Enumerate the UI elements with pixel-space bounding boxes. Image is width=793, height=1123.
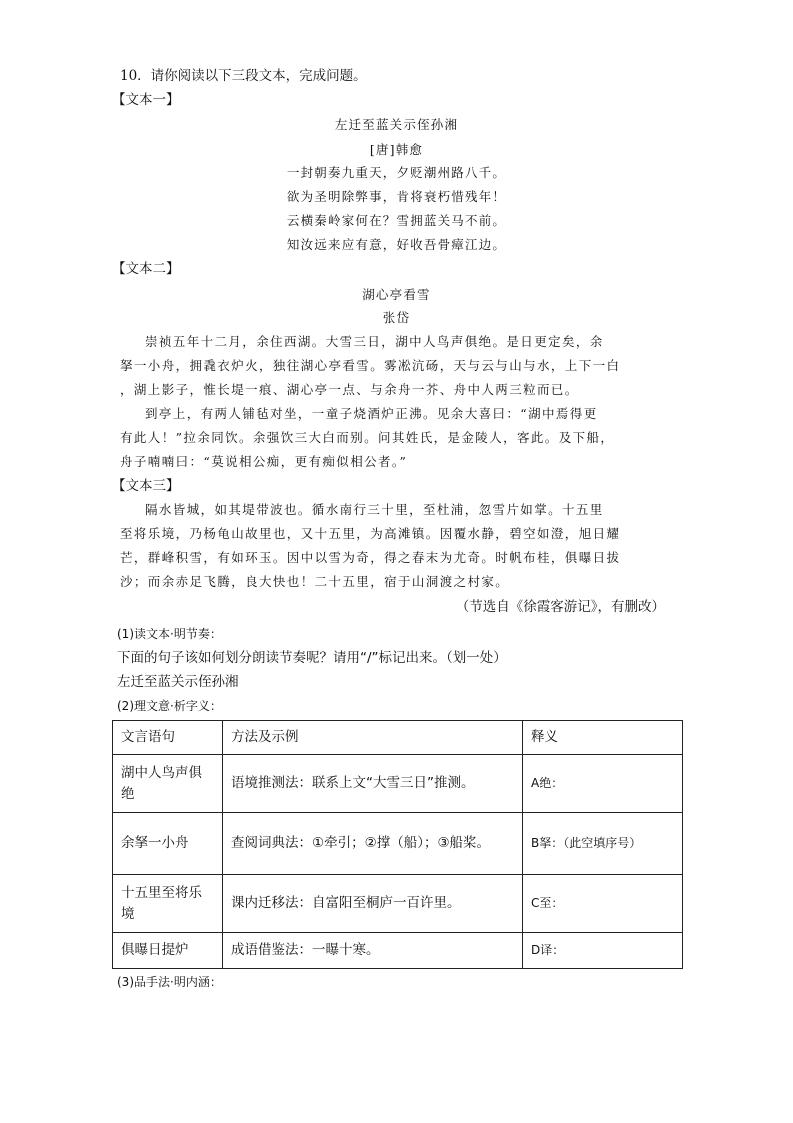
table-header-cell: 文言语句 [113, 721, 223, 755]
prose-line: 拏一小舟，拥毳衣炉火，独往湖心亭看雪。雾凇沆砀，天与云与山与水，上下一白 [120, 358, 621, 373]
text2-heading: 【文本二】 [112, 261, 180, 277]
text3-heading: 【文本三】 [112, 478, 180, 494]
table-header-row [113, 721, 683, 755]
prose-line: 芒，群峰积雪，有如环玉。因中以雪为奇，得之春末为尤奇。时帆布桂，俱曝日拔 [120, 550, 621, 565]
part2-label: (2)理文意·析字义： [117, 699, 222, 713]
table-cell: 课内迁移法：自富阳至桐庐一百许里。 [223, 875, 523, 933]
table-row [113, 933, 683, 969]
poem-line: 一封朝奏九重天，夕贬潮州路八千。 [286, 165, 507, 180]
table-cell: 成语借鉴法：一曝十寒。 [223, 933, 523, 969]
prose-line: 舟子喃喃曰：“莫说相公痴，更有痴似相公者。” [120, 454, 408, 469]
table-cell: 十五里至将乐境 [113, 875, 223, 933]
table-cell: 语境推测法：联系上文“大雪三日”推测。 [223, 755, 523, 813]
text1-author: [唐]韩愈 [369, 142, 424, 157]
answer-cell[interactable]: A绝： [523, 755, 683, 813]
poem-line: 知汝远来应有意，好收吾骨瘴江边。 [286, 237, 507, 252]
prose-line: ，湖上影子，惟长堤一痕、湖心亭一点、与余舟一芥、舟中人两三粒而已。 [120, 382, 579, 397]
part1-label: (1)读文本·明节奏： [117, 627, 222, 641]
part3-label: (3)品手法·明内涵： [117, 975, 222, 989]
prose-line: 有此人！”拉余同饮。余强饮三大白而别。问其姓氏，是金陵人，客此。及下船， [120, 430, 615, 445]
table-header-cell: 方法及示例 [223, 721, 523, 755]
table-cell: 俱曝日提炉 [113, 933, 223, 969]
answer-cell[interactable]: D译： [523, 933, 683, 969]
prose-line: 崇祯五年十二月，余住西湖。大雪三日，湖中人鸟声俱绝。是日更定矣，余 [145, 334, 604, 349]
text1-title: 左迁至蓝关示侄孙湘 [334, 117, 459, 132]
text2-author: 张岱 [382, 310, 411, 325]
part1-sentence: 左迁至蓝关示侄孙湘 [117, 674, 239, 690]
table-row [113, 755, 683, 813]
text2-title: 湖心亭看雪 [362, 287, 431, 302]
table-header-cell: 释义 [523, 721, 683, 755]
word-meaning-table [112, 720, 683, 969]
table-cell: 查阅词典法：①牵引；②撑（船）；③船桨。 [223, 813, 523, 875]
text3-source: （节选自《徐霞客游记》，有删改） [455, 599, 665, 615]
text1-heading: 【文本一】 [112, 92, 180, 108]
poem-line: 欲为圣明除弊事，肯将衰朽惜残年！ [286, 189, 507, 204]
prose-line: 沙；而余赤足飞腾，良大快也！二十五里，宿于山洞渡之村家。 [120, 574, 510, 589]
poem-line: 云横秦岭家何在？雪拥蓝关马不前。 [286, 213, 507, 228]
prose-line: 至将乐境，乃杨龟山故里也，又十五里，为高滩镇。因覆水静，碧空如澄，旭日耀 [120, 526, 621, 541]
prose-line: 隔水皆城，如其堤带波也。循水南行三十里，至杜浦，忽雪片如掌。十五里 [145, 502, 604, 517]
table-row [113, 875, 683, 933]
table-cell: 湖中人鸟声俱绝 [113, 755, 223, 813]
answer-cell[interactable]: B拏：（此空填序号） [523, 813, 683, 875]
table-cell: 余拏一小舟 [113, 813, 223, 875]
prose-line: 到亭上，有两人铺毡对坐，一童子烧酒炉正沸。见余大喜曰：“湖中焉得更 [145, 406, 598, 421]
part1-instruction: 下面的句子该如何划分朗读节奏呢？请用“/”标记出来。（划一处） [117, 650, 507, 666]
question-intro: 10．请你阅读以下三段文本，完成问题。 [120, 68, 367, 84]
answer-cell[interactable]: C至： [523, 875, 683, 933]
table-row [113, 813, 683, 875]
